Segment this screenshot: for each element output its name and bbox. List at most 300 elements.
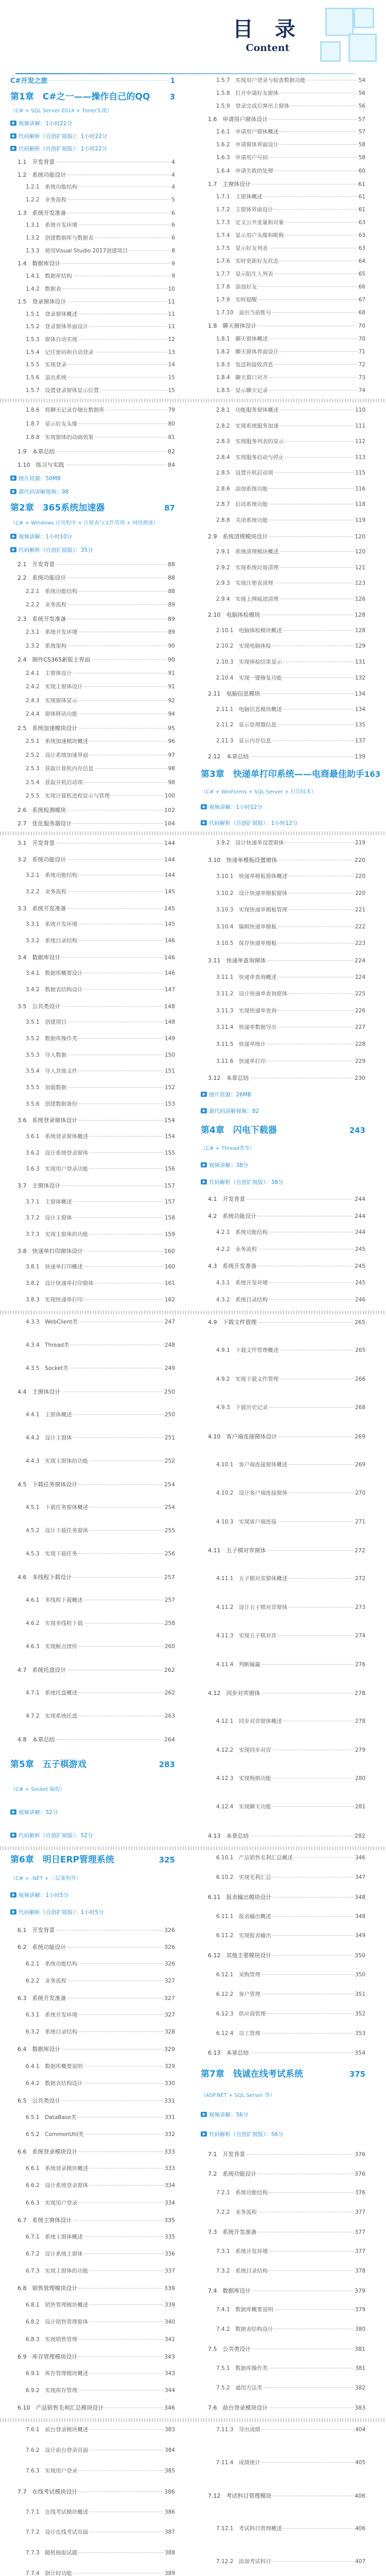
section-entry[interactable] (10, 298, 175, 305)
section-entry[interactable] (10, 448, 175, 455)
subsection-entry[interactable] (10, 970, 175, 977)
subsection-entry[interactable] (201, 387, 365, 394)
subsection-entry[interactable] (10, 2468, 175, 2475)
subsection-entry[interactable] (201, 454, 365, 461)
subsection-entry[interactable] (10, 387, 175, 394)
subsection-entry[interactable] (10, 2063, 175, 2070)
subsection-entry[interactable] (10, 1101, 175, 1108)
section-entry[interactable] (10, 1927, 175, 1934)
subsection-entry[interactable] (201, 1229, 365, 1236)
subsection-entry[interactable] (201, 284, 365, 291)
section-entry[interactable] (10, 1481, 175, 1488)
subsection-entry[interactable] (201, 336, 365, 343)
section-entry[interactable] (10, 2285, 175, 2292)
section-entry[interactable] (10, 1995, 175, 2002)
subsection-entry[interactable] (10, 2251, 175, 2258)
subsection-entry[interactable] (201, 659, 365, 666)
section-entry[interactable] (10, 159, 175, 165)
subsection-entry[interactable] (201, 596, 365, 603)
subsection-entry[interactable] (10, 921, 175, 928)
subsection-entry[interactable] (10, 2131, 175, 2138)
subsection-entry[interactable] (10, 2200, 175, 2207)
subsection-entry[interactable] (201, 2365, 365, 2372)
subsection-entry[interactable] (201, 643, 365, 650)
subsection-entry[interactable] (10, 1231, 175, 1238)
subsection-entry[interactable] (10, 738, 175, 745)
subsection-entry[interactable] (201, 486, 365, 493)
subsection-entry[interactable] (10, 184, 175, 191)
section-entry[interactable] (201, 753, 365, 760)
subsection-entry[interactable] (10, 779, 175, 786)
subsection-entry[interactable] (201, 258, 365, 265)
video-resource[interactable] (10, 146, 175, 152)
section-entry[interactable] (10, 2217, 175, 2224)
subsection-entry[interactable] (10, 1620, 175, 1627)
leader-dots (277, 926, 354, 927)
subsection-entry[interactable] (201, 245, 365, 252)
video-resource[interactable] (201, 2112, 365, 2119)
subsection-entry[interactable] (10, 889, 175, 895)
subsection-entry[interactable] (201, 2307, 365, 2313)
section-entry[interactable] (10, 2404, 175, 2411)
toc-column-left (10, 1855, 175, 2411)
subsection-entry[interactable] (10, 2509, 175, 2516)
entry-page: 226 (355, 1007, 365, 1014)
section-entry[interactable] (10, 2097, 175, 2104)
entry-title: 4.2.2 业务流程 (216, 1246, 257, 1252)
subsection-entry[interactable] (10, 375, 175, 381)
subsection-entry[interactable] (201, 1058, 365, 1065)
subsection-entry[interactable] (10, 752, 175, 759)
subsection-entry[interactable] (10, 2427, 175, 2433)
subsection-entry[interactable] (201, 924, 365, 930)
section-entry[interactable] (10, 2148, 175, 2155)
subsection-entry[interactable] (201, 738, 365, 744)
subsection-entry[interactable] (201, 840, 365, 846)
leader-dots (288, 993, 354, 994)
subsection-entry[interactable] (10, 1084, 175, 1091)
subsection-entry[interactable] (10, 1150, 175, 1157)
leader-dots (67, 604, 167, 605)
subsection-entry[interactable] (201, 194, 365, 200)
section-entry[interactable] (201, 1263, 365, 1269)
subsection-entry[interactable] (10, 1199, 175, 1206)
section-entry[interactable] (10, 2488, 175, 2495)
video-resource[interactable] (10, 476, 175, 482)
subsection-entry[interactable] (201, 297, 365, 303)
subsection-entry[interactable] (10, 1319, 175, 1326)
subsection-entry[interactable] (10, 2268, 175, 2275)
subsection-entry[interactable] (10, 766, 175, 772)
subsection-entry[interactable] (201, 2248, 365, 2255)
subsection-entry[interactable] (10, 286, 175, 293)
subsection-entry[interactable] (201, 1662, 365, 1668)
subsection-entry[interactable] (201, 940, 365, 947)
section-entry[interactable] (10, 616, 175, 622)
subsection-entry[interactable] (10, 2029, 175, 2036)
subsection-entry[interactable] (10, 1297, 175, 1303)
subsection-entry[interactable] (201, 90, 365, 97)
section-entry[interactable] (10, 1667, 175, 1673)
subsection-entry[interactable] (10, 2570, 175, 2576)
entry-title: 4.11.1 五子棋对弈窗体概述 (216, 1575, 288, 1582)
subsection-entry[interactable] (10, 2336, 175, 2343)
subsection-entry[interactable] (10, 1643, 175, 1650)
entry-page: 348 (355, 1913, 365, 1920)
subsection-entry[interactable] (201, 2326, 365, 2333)
subsection-entry[interactable] (201, 2558, 365, 2565)
subsection-entry[interactable] (201, 232, 365, 239)
subsection-entry[interactable] (201, 375, 365, 381)
subsection-entry[interactable] (201, 1008, 365, 1014)
leader-dots (67, 1980, 164, 1981)
subsection-entry[interactable] (10, 336, 175, 343)
subsection-entry[interactable] (10, 987, 175, 993)
subsection-entry[interactable] (10, 222, 175, 229)
entry-page: 326 (164, 1960, 175, 1967)
subsection-entry[interactable] (201, 2190, 365, 2196)
subsection-entry[interactable] (201, 1462, 365, 1468)
chapter-page: 3 (169, 92, 175, 101)
subsection-entry[interactable] (201, 1604, 365, 1611)
subsection-entry[interactable] (10, 793, 175, 800)
section-entry[interactable] (10, 1182, 175, 1189)
section-entry[interactable] (201, 1894, 365, 1901)
entry-page: 349 (355, 1933, 365, 1939)
subsection-entry[interactable] (10, 2319, 175, 2326)
subsection-entry[interactable] (10, 872, 175, 879)
subsection-entry[interactable] (10, 670, 175, 677)
section-entry[interactable] (10, 210, 175, 216)
subsection-entry[interactable] (10, 1365, 175, 1372)
subsection-entry[interactable] (201, 565, 365, 571)
video-resource[interactable] (10, 534, 175, 540)
section-entry[interactable] (10, 1944, 175, 1951)
subsection-entry[interactable] (201, 271, 365, 278)
subsection-entry[interactable] (201, 974, 365, 981)
subsection-entry[interactable] (10, 629, 175, 636)
video-resource[interactable] (10, 1809, 175, 1816)
subsection-entry[interactable] (10, 1068, 175, 1075)
subsection-entry[interactable] (10, 2080, 175, 2087)
video-resource[interactable] (201, 804, 365, 811)
section-entry[interactable] (201, 116, 365, 123)
subsection-entry[interactable] (10, 2387, 175, 2394)
section-entry[interactable] (10, 561, 175, 568)
subsection-entry[interactable] (201, 628, 365, 634)
subsection-entry[interactable] (201, 549, 365, 555)
subsection-entry[interactable] (201, 1024, 365, 1031)
subsection-entry[interactable] (10, 2012, 175, 2019)
subsection-entry[interactable] (201, 2011, 365, 2018)
video-resource[interactable] (201, 1108, 365, 1115)
subsection-entry[interactable] (201, 1376, 365, 1383)
entry-title: 1.6 申请用户窗体设计 (208, 116, 268, 123)
section-entry[interactable] (10, 462, 175, 468)
subsection-entry[interactable] (201, 2385, 365, 2392)
subsection-entry[interactable] (10, 602, 175, 608)
subsection-entry[interactable] (201, 1297, 365, 1303)
video-resource[interactable] (10, 133, 175, 140)
section-entry[interactable] (10, 2353, 175, 2360)
section-entry[interactable] (10, 820, 175, 827)
subsection-entry[interactable] (201, 1991, 365, 1998)
subsection-entry[interactable] (201, 1874, 365, 1881)
front-matter-entry[interactable] (10, 77, 175, 86)
section-entry[interactable] (201, 2171, 365, 2177)
subsection-entry[interactable] (201, 1347, 365, 1354)
chapter-heading[interactable] (201, 1125, 365, 1136)
subsection-entry[interactable] (201, 1041, 365, 1048)
subsection-entry[interactable] (201, 168, 365, 175)
subsection-entry[interactable] (10, 434, 175, 441)
entry-page: 159 (164, 1231, 175, 1238)
subsection-entry[interactable] (201, 2030, 365, 2037)
subsection-entry[interactable] (201, 423, 365, 430)
video-resource[interactable] (201, 1179, 365, 1186)
subsection-entry[interactable] (10, 588, 175, 595)
section-entry[interactable] (10, 840, 175, 846)
video-resource[interactable] (10, 489, 175, 496)
video-resource[interactable] (201, 2131, 365, 2138)
entry-page: 343 (164, 2370, 175, 2377)
subsection-entry[interactable] (201, 470, 365, 477)
subsection-entry[interactable] (201, 1490, 365, 1497)
chapter-heading[interactable] (201, 2069, 365, 2080)
section-entry[interactable] (201, 181, 365, 188)
section-entry[interactable] (201, 1952, 365, 1959)
subsection-entry[interactable] (201, 310, 365, 316)
subsection-entry[interactable] (10, 1690, 175, 1697)
section-entry[interactable] (201, 1433, 365, 1440)
subsection-entry[interactable] (10, 362, 175, 368)
section-entry[interactable] (10, 1248, 175, 1255)
subsection-entry[interactable] (201, 2209, 365, 2216)
subsection-entry[interactable] (201, 907, 365, 913)
subsection-entry[interactable] (201, 501, 365, 508)
leader-dots (78, 940, 164, 941)
subsection-entry[interactable] (201, 129, 365, 135)
subsection-entry[interactable] (10, 1412, 175, 1418)
entry-page: 353 (355, 2030, 365, 2037)
subsection-entry[interactable] (10, 2165, 175, 2172)
subsection-entry[interactable] (201, 1855, 365, 1861)
video-resource[interactable] (10, 547, 175, 554)
section-entry[interactable] (201, 2404, 365, 2411)
video-resource[interactable] (201, 820, 365, 827)
subsection-entry[interactable] (201, 349, 365, 355)
subsection-entry[interactable] (201, 1718, 365, 1725)
subsection-entry[interactable] (10, 2302, 175, 2309)
subsection-entry[interactable] (10, 421, 175, 428)
section-entry[interactable] (201, 1690, 365, 1697)
subsection-entry[interactable] (10, 938, 175, 944)
subsection-entry[interactable] (10, 1978, 175, 1985)
section-entry[interactable] (201, 690, 365, 697)
subsection-entry[interactable] (10, 1435, 175, 1442)
subsection-entry[interactable] (10, 273, 175, 280)
entry-title: 7.7.4 倒计时功能 (26, 2570, 72, 2576)
subsection-entry[interactable] (201, 207, 365, 213)
subsection-entry[interactable] (10, 1264, 175, 1270)
section-entry[interactable] (201, 1319, 365, 1326)
video-resource[interactable] (10, 1833, 175, 1839)
subsection-entry[interactable] (10, 407, 175, 414)
subsection-entry[interactable] (10, 1166, 175, 1173)
subsection-entry[interactable] (10, 1551, 175, 1557)
section-entry[interactable] (201, 1196, 365, 1202)
chapter-heading[interactable] (10, 92, 175, 103)
section-entry[interactable] (201, 1833, 365, 1839)
subsection-entry[interactable] (10, 235, 175, 242)
subsection-entry[interactable] (10, 2550, 175, 2556)
entry-page: 346 (355, 1855, 365, 1861)
section-entry[interactable] (201, 533, 365, 540)
section-entry[interactable] (201, 2287, 365, 2294)
chapter-heading[interactable] (10, 503, 175, 514)
section-entry[interactable] (10, 725, 175, 732)
section-entry[interactable] (10, 905, 175, 912)
subsection-entry[interactable] (201, 1246, 365, 1253)
subsection-entry[interactable] (10, 684, 175, 690)
entry-title: 2.12 本章总结 (208, 753, 249, 760)
subsection-entry[interactable] (201, 1519, 365, 1526)
subsection-entry[interactable] (10, 2234, 175, 2241)
leader-dots (67, 1087, 164, 1088)
subsection-entry[interactable] (201, 2427, 365, 2433)
subsection-entry[interactable] (201, 1775, 365, 1782)
video-resource[interactable] (10, 1909, 175, 1916)
section-entry[interactable] (201, 1547, 365, 1554)
section-entry[interactable] (201, 1213, 365, 1219)
subsection-entry[interactable] (201, 722, 365, 728)
subsection-entry[interactable] (10, 1280, 175, 1287)
subsection-entry[interactable] (10, 2114, 175, 2121)
video-resource[interactable] (10, 1892, 175, 1899)
chapter-heading[interactable] (10, 1855, 175, 1866)
subsection-entry[interactable] (201, 407, 365, 414)
subsection-entry[interactable] (10, 1019, 175, 1026)
subsection-entry[interactable] (10, 2529, 175, 2536)
subsection-entry[interactable] (201, 1575, 365, 1582)
subsection-entry[interactable] (10, 1215, 175, 1222)
subsection-entry[interactable] (10, 311, 175, 318)
subsection-entry[interactable] (201, 873, 365, 880)
subsection-entry[interactable] (201, 362, 365, 368)
section-entry[interactable] (10, 1574, 175, 1581)
subsection-entry[interactable] (201, 219, 365, 226)
entry-page: 118 (355, 501, 365, 508)
video-resource[interactable] (10, 121, 175, 127)
video-resource[interactable] (201, 1092, 365, 1098)
subsection-entry[interactable] (10, 248, 175, 255)
section-entry[interactable] (10, 2046, 175, 2053)
subsection-entry[interactable] (201, 1747, 365, 1754)
subsection-entry[interactable] (201, 580, 365, 587)
subsection-entry[interactable] (201, 1972, 365, 1978)
section-entry[interactable] (10, 1003, 175, 1010)
section-entry[interactable] (201, 1075, 365, 1081)
subsection-entry[interactable] (201, 2268, 365, 2275)
subsection-entry[interactable] (201, 77, 365, 84)
subsection-entry[interactable] (10, 1052, 175, 1059)
subsection-entry[interactable] (201, 1913, 365, 1920)
section-entry[interactable] (201, 612, 365, 618)
subsection-entry[interactable] (201, 1804, 365, 1810)
subsection-entry[interactable] (201, 991, 365, 997)
subsection-entry[interactable] (10, 197, 175, 204)
subsection-entry[interactable] (10, 1504, 175, 1511)
entry-title: 2.8.7 启动系统功能 (216, 501, 268, 508)
video-resource[interactable] (201, 1162, 365, 1169)
subsection-entry[interactable] (10, 1133, 175, 1140)
subsection-entry[interactable] (10, 1528, 175, 1534)
subsection-entry[interactable] (201, 517, 365, 524)
subsection-entry[interactable] (10, 698, 175, 704)
subsection-entry[interactable] (201, 1404, 365, 1411)
subsection-entry[interactable] (10, 711, 175, 718)
section-entry[interactable] (201, 2151, 365, 2158)
subsection-entry[interactable] (201, 2526, 365, 2532)
chapter-heading[interactable] (201, 769, 381, 780)
subsection-entry[interactable] (201, 1633, 365, 1639)
subsection-entry[interactable] (10, 1961, 175, 1968)
subsection-entry[interactable] (201, 438, 365, 445)
subsection-entry[interactable] (10, 2182, 175, 2189)
subsection-entry[interactable] (201, 1280, 365, 1286)
subsection-entry[interactable] (201, 155, 365, 161)
section-entry[interactable] (10, 656, 175, 663)
section-entry[interactable] (10, 1736, 175, 1743)
subsection-entry[interactable] (10, 324, 175, 330)
subsection-entry[interactable] (201, 1933, 365, 1939)
subsection-entry[interactable] (201, 706, 365, 713)
subsection-entry[interactable] (10, 1597, 175, 1604)
section-entry[interactable] (10, 1117, 175, 1124)
leader-dots (269, 488, 354, 489)
subsection-entry[interactable] (201, 675, 365, 682)
section-entry[interactable] (201, 2049, 365, 2056)
subsection-entry[interactable] (201, 890, 365, 897)
subsection-entry[interactable] (10, 2370, 175, 2377)
subsection-entry[interactable] (201, 103, 365, 110)
section-entry[interactable] (10, 954, 175, 961)
entry-page: 58 (358, 142, 365, 148)
section-entry[interactable] (201, 2493, 365, 2499)
section-entry[interactable] (10, 856, 175, 863)
section-entry[interactable] (10, 807, 175, 814)
section-entry[interactable] (10, 1388, 175, 1395)
subsection-entry[interactable] (10, 643, 175, 650)
subsection-entry[interactable] (10, 1036, 175, 1042)
chapter-heading[interactable] (10, 1759, 175, 1770)
section-entry[interactable] (10, 574, 175, 581)
subsection-entry[interactable] (10, 1713, 175, 1720)
subsection-entry[interactable] (201, 142, 365, 148)
subsection-entry[interactable] (10, 1342, 175, 1349)
subsection-entry[interactable] (10, 349, 175, 356)
subsection-entry[interactable] (10, 1458, 175, 1465)
section-entry[interactable] (201, 2229, 365, 2235)
subsection-entry[interactable] (10, 2447, 175, 2454)
section-entry[interactable] (10, 260, 175, 267)
section-entry[interactable] (201, 2346, 365, 2352)
section-entry[interactable] (201, 957, 365, 964)
subsection-entry[interactable] (201, 2460, 365, 2466)
section-entry[interactable] (201, 857, 365, 863)
section-entry[interactable] (201, 323, 365, 329)
section-entry[interactable] (10, 172, 175, 178)
